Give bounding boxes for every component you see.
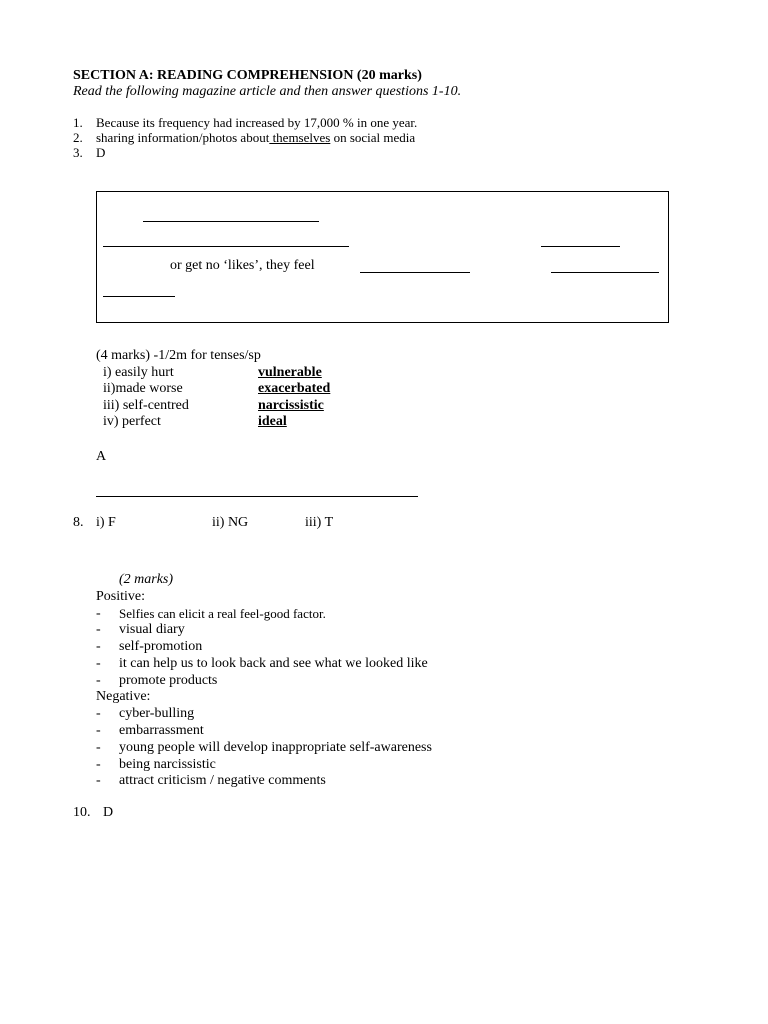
answer-8-part: ii) NG <box>212 515 249 530</box>
answer-8-part: i) F <box>96 515 116 530</box>
list-bullet: - <box>96 606 101 621</box>
vocab-label: iii) self-centred <box>103 398 189 413</box>
instructions: Read the following magazine article and then answer questions 1-10. <box>73 84 462 99</box>
answer-2-number: 2. <box>73 130 83 145</box>
section-title: SECTION A: READING COMPREHENSION (20 marks) <box>73 68 422 83</box>
blank-line <box>551 272 659 273</box>
negative-item: attract criticism / negative comments <box>119 773 326 788</box>
list-bullet: - <box>96 740 101 755</box>
vocab-label: ii)made worse <box>103 381 183 396</box>
negative-item: being narcissistic <box>119 757 216 772</box>
answer-3-text: D <box>96 145 106 160</box>
vocab-answer: exacerbated <box>258 381 331 396</box>
list-bullet: - <box>96 673 101 688</box>
positive-item: Selfies can elicit a real feel-good factor. <box>119 606 326 621</box>
answer-2-text-after: on social media <box>330 130 416 145</box>
list-bullet: - <box>96 622 101 637</box>
answer-3-number: 3. <box>73 145 83 160</box>
answer-10-number: 10. <box>73 805 91 820</box>
q9-marks: (2 marks) <box>119 572 174 587</box>
answer-8-number: 8. <box>73 515 84 530</box>
positive-heading: Positive: <box>96 589 146 604</box>
positive-item: self-promotion <box>119 639 203 654</box>
blank-line <box>103 296 175 297</box>
summary-box <box>96 191 669 323</box>
answer-8-part: iii) T <box>305 515 334 530</box>
answer-10-text: D <box>103 805 114 820</box>
negative-item: embarrassment <box>119 723 204 738</box>
answer-7-blank-line <box>96 496 418 497</box>
list-bullet: - <box>96 656 101 671</box>
negative-item: young people will develop inappropriate self-awareness <box>119 740 432 755</box>
blank-line <box>541 246 620 247</box>
vocab-answer: narcissistic <box>258 398 324 413</box>
answer-6-text: A <box>96 449 107 464</box>
negative-heading: Negative: <box>96 689 151 704</box>
blank-line <box>103 246 349 247</box>
negative-item: cyber-bulling <box>119 706 195 721</box>
answer-1-number: 1. <box>73 115 83 130</box>
positive-item: promote products <box>119 673 218 688</box>
positive-item: visual diary <box>119 622 185 637</box>
answer-2-text <box>96 130 415 146</box>
list-bullet: - <box>96 706 101 721</box>
blank-line <box>143 221 319 222</box>
blank-line <box>360 272 470 273</box>
list-bullet: - <box>96 757 101 772</box>
positive-item: it can help us to look back and see what we looked like <box>119 656 428 671</box>
vocab-marks: (4 marks) -1/2m for tenses/sp <box>96 348 261 363</box>
vocab-answer: ideal <box>258 414 287 429</box>
list-bullet: - <box>96 639 101 654</box>
list-bullet: - <box>96 773 101 788</box>
answer-1-text: Because its frequency had increased by 17,000 % in one year. <box>96 115 418 130</box>
vocab-label: iv) perfect <box>103 414 161 429</box>
box-text-likes: or get no ‘likes’, they feel <box>170 258 315 273</box>
list-bullet: - <box>96 723 101 738</box>
vocab-label: i) easily hurt <box>103 365 174 380</box>
vocab-answer: vulnerable <box>258 365 322 380</box>
answer-2-underlined: themselves <box>269 130 331 145</box>
answer-2-text-before: sharing information/photos about <box>96 130 270 145</box>
